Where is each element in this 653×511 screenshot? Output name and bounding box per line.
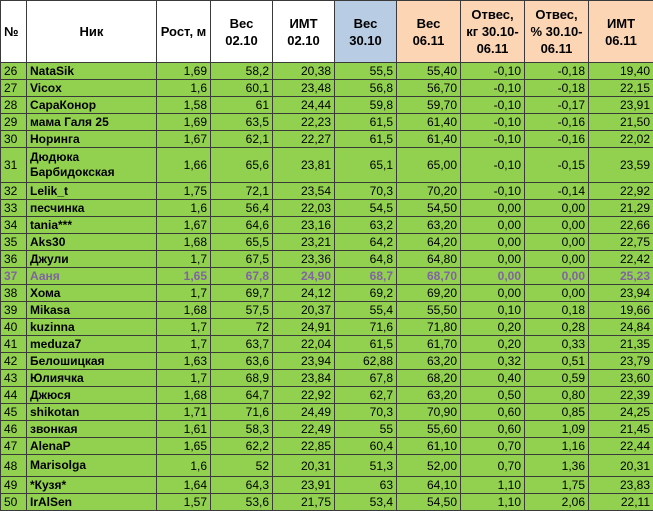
cell-weight-0210: 64,3 [211,477,273,494]
header-bmi-0611: ИМТ 06.11 [589,1,653,63]
cell-bmi-0210: 20,37 [273,302,335,319]
cell-loss-kg: -0,10 [461,114,525,131]
cell-weight-0210: 63,7 [211,336,273,353]
cell-bmi-0611: 22,02 [589,131,653,148]
cell-height: 1,6 [157,455,211,477]
cell-bmi-0611: 24,84 [589,319,653,336]
cell-bmi-0210: 24,49 [273,404,335,421]
cell-number: 31 [1,148,27,183]
cell-weight-0210: 72 [211,319,273,336]
cell-weight-0611: 70,90 [397,404,461,421]
cell-bmi-0210: 24,91 [273,319,335,336]
cell-weight-0611: 68,70 [397,268,461,285]
table-row [1,387,653,404]
cell-weight-0210: 61 [211,97,273,114]
cell-height: 1,65 [157,438,211,455]
cell-loss-kg: -0,10 [461,63,525,80]
cell-number: 41 [1,336,27,353]
cell-height: 1,6 [157,80,211,97]
cell-height: 1,7 [157,285,211,302]
cell-bmi-0210: 24,90 [273,268,335,285]
cell-weight-0611: 55,50 [397,302,461,319]
cell-number: 30 [1,131,27,148]
cell-weight-3010: 54,5 [335,200,397,217]
cell-height: 1,68 [157,302,211,319]
cell-bmi-0611: 21,50 [589,114,653,131]
cell-weight-3010: 70,3 [335,404,397,421]
header-loss-kg: Отвес, кг 30.10-06.11 [461,1,525,63]
cell-bmi-0210: 20,38 [273,63,335,80]
cell-weight-3010: 60,4 [335,438,397,455]
cell-bmi-0210: 22,85 [273,438,335,455]
cell-weight-0611: 52,00 [397,455,461,477]
cell-loss-kg: -0,10 [461,97,525,114]
cell-weight-0210: 62,2 [211,438,273,455]
cell-height: 1,63 [157,353,211,370]
cell-height: 1,68 [157,387,211,404]
cell-weight-3010: 55 [335,421,397,438]
cell-weight-3010: 63,2 [335,217,397,234]
cell-height: 1,69 [157,63,211,80]
table-row [1,63,653,80]
cell-loss-kg: 0,60 [461,404,525,421]
cell-bmi-0210: 24,12 [273,285,335,302]
cell-weight-0210: 62,1 [211,131,273,148]
header-row [1,1,653,63]
cell-nick: мама Галя 25 [27,114,157,131]
table-body [1,63,653,511]
cell-number: 47 [1,438,27,455]
cell-weight-0210: 65,5 [211,234,273,251]
cell-loss-kg: 0,20 [461,336,525,353]
cell-nick: NataSik [27,63,157,80]
header-weight-3010: Вес 30.10 [335,1,397,63]
cell-weight-0611: 55,40 [397,63,461,80]
cell-bmi-0210: 23,36 [273,251,335,268]
cell-bmi-0611: 21,35 [589,336,653,353]
cell-number: 35 [1,234,27,251]
cell-weight-0210: 69,7 [211,285,273,302]
cell-height: 1,7 [157,251,211,268]
header-number: № [1,1,27,63]
cell-weight-0611: 71,80 [397,319,461,336]
cell-loss-kg: -0,10 [461,131,525,148]
header-height: Рост, м [157,1,211,63]
cell-weight-3010: 59,8 [335,97,397,114]
cell-height: 1,61 [157,421,211,438]
cell-nick: Дюдюка Барбидокская [27,148,157,183]
cell-bmi-0611: 21,45 [589,421,653,438]
cell-loss-pct: -0,14 [525,183,589,200]
cell-weight-3010: 70,3 [335,183,397,200]
cell-loss-kg: 1,10 [461,494,525,511]
cell-bmi-0210: 23,54 [273,183,335,200]
cell-weight-0210: 53,6 [211,494,273,511]
cell-loss-pct: 1,09 [525,421,589,438]
table-row [1,80,653,97]
table-row [1,148,653,183]
cell-weight-0611: 70,20 [397,183,461,200]
cell-nick: Хома [27,285,157,302]
cell-weight-3010: 53,4 [335,494,397,511]
cell-weight-0210: 58,2 [211,63,273,80]
table-row [1,285,653,302]
cell-nick: Джюся [27,387,157,404]
table-row [1,200,653,217]
cell-weight-0611: 63,20 [397,353,461,370]
table-row [1,302,653,319]
cell-height: 1,68 [157,234,211,251]
cell-loss-kg: -0,10 [461,148,525,183]
cell-nick: Белошицкая [27,353,157,370]
cell-loss-pct: 1,16 [525,438,589,455]
cell-weight-3010: 67,8 [335,370,397,387]
cell-loss-pct: -0,15 [525,148,589,183]
cell-number: 50 [1,494,27,511]
cell-number: 32 [1,183,27,200]
header-bmi-0210: ИМТ 02.10 [273,1,335,63]
cell-bmi-0611: 25,23 [589,268,653,285]
cell-weight-3010: 62,88 [335,353,397,370]
cell-height: 1,67 [157,217,211,234]
cell-height: 1,7 [157,336,211,353]
cell-loss-kg: -0,10 [461,80,525,97]
cell-weight-3010: 55,5 [335,63,397,80]
cell-weight-0210: 57,5 [211,302,273,319]
cell-nick: Ааня [27,268,157,285]
cell-bmi-0611: 23,83 [589,477,653,494]
cell-bmi-0611: 22,75 [589,234,653,251]
cell-loss-kg: 0,00 [461,268,525,285]
cell-weight-0611: 63,20 [397,387,461,404]
cell-bmi-0210: 22,04 [273,336,335,353]
cell-nick: Lelik_t [27,183,157,200]
cell-height: 1,58 [157,97,211,114]
cell-weight-3010: 55,4 [335,302,397,319]
cell-loss-pct: -0,16 [525,114,589,131]
cell-loss-kg: 0,70 [461,455,525,477]
table-row [1,370,653,387]
cell-loss-pct: -0,16 [525,131,589,148]
cell-bmi-0611: 23,91 [589,97,653,114]
cell-nick: Юлиячка [27,370,157,387]
cell-bmi-0210: 20,31 [273,455,335,477]
cell-bmi-0611: 22,15 [589,80,653,97]
cell-weight-0611: 54,50 [397,200,461,217]
cell-weight-0210: 56,4 [211,200,273,217]
cell-height: 1,66 [157,148,211,183]
cell-loss-pct: 0,00 [525,268,589,285]
cell-loss-kg: -0,10 [461,183,525,200]
cell-nick: AlenaP [27,438,157,455]
cell-bmi-0611: 23,60 [589,370,653,387]
cell-nick: Aks30 [27,234,157,251]
cell-bmi-0611: 20,31 [589,455,653,477]
cell-weight-0611: 56,70 [397,80,461,97]
table-row [1,404,653,421]
cell-loss-pct: 0,00 [525,251,589,268]
table-row [1,97,653,114]
cell-nick: звонкая [27,421,157,438]
cell-number: 29 [1,114,27,131]
cell-bmi-0210: 23,91 [273,477,335,494]
cell-weight-0210: 67,8 [211,268,273,285]
cell-bmi-0611: 19,40 [589,63,653,80]
table-row [1,336,653,353]
cell-loss-kg: 0,00 [461,217,525,234]
cell-nick: IrAlSen [27,494,157,511]
cell-weight-0210: 67,5 [211,251,273,268]
cell-loss-kg: 0,32 [461,353,525,370]
cell-loss-kg: 0,50 [461,387,525,404]
cell-weight-3010: 61,5 [335,336,397,353]
cell-weight-0210: 65,6 [211,148,273,183]
table-row [1,438,653,455]
cell-loss-pct: 0,28 [525,319,589,336]
cell-bmi-0611: 24,25 [589,404,653,421]
cell-loss-pct: 1,75 [525,477,589,494]
cell-bmi-0210: 21,75 [273,494,335,511]
cell-weight-0611: 55,60 [397,421,461,438]
cell-bmi-0210: 23,84 [273,370,335,387]
table-row [1,251,653,268]
cell-weight-0611: 68,20 [397,370,461,387]
cell-number: 49 [1,477,27,494]
cell-nick: Marisolga [27,455,157,477]
cell-number: 45 [1,404,27,421]
cell-number: 42 [1,353,27,370]
cell-nick: Vicox [27,80,157,97]
cell-loss-pct: 2,06 [525,494,589,511]
cell-loss-kg: 0,60 [461,421,525,438]
cell-weight-0611: 61,40 [397,131,461,148]
cell-loss-pct: -0,17 [525,97,589,114]
cell-number: 37 [1,268,27,285]
cell-number: 48 [1,455,27,477]
cell-loss-kg: 0,00 [461,234,525,251]
cell-loss-pct: 1,36 [525,455,589,477]
cell-weight-3010: 64,8 [335,251,397,268]
cell-number: 27 [1,80,27,97]
cell-weight-0611: 64,10 [397,477,461,494]
cell-height: 1,6 [157,200,211,217]
cell-height: 1,7 [157,319,211,336]
cell-loss-kg: 0,00 [461,200,525,217]
cell-loss-kg: 0,00 [461,251,525,268]
cell-weight-0611: 61,10 [397,438,461,455]
table-row [1,131,653,148]
cell-weight-0210: 64,7 [211,387,273,404]
cell-weight-0210: 72,1 [211,183,273,200]
cell-loss-kg: 0,70 [461,438,525,455]
table-row [1,268,653,285]
cell-weight-0611: 63,20 [397,217,461,234]
cell-number: 43 [1,370,27,387]
cell-loss-pct: 0,00 [525,217,589,234]
cell-loss-pct: 0,85 [525,404,589,421]
cell-weight-3010: 64,2 [335,234,397,251]
cell-bmi-0611: 21,29 [589,200,653,217]
cell-loss-pct: 0,00 [525,285,589,302]
cell-loss-pct: 0,00 [525,200,589,217]
cell-loss-pct: -0,18 [525,63,589,80]
cell-number: 40 [1,319,27,336]
cell-weight-0210: 60,1 [211,80,273,97]
cell-nick: Джули [27,251,157,268]
cell-nick: kuzinna [27,319,157,336]
table-row [1,114,653,131]
cell-height: 1,75 [157,183,211,200]
cell-weight-0611: 64,80 [397,251,461,268]
cell-bmi-0611: 23,79 [589,353,653,370]
table-row [1,183,653,200]
cell-bmi-0611: 22,11 [589,494,653,511]
header-weight-0210: Вес 02.10 [211,1,273,63]
cell-number: 28 [1,97,27,114]
cell-bmi-0210: 22,23 [273,114,335,131]
cell-bmi-0210: 23,48 [273,80,335,97]
cell-loss-pct: -0,18 [525,80,589,97]
cell-nick: песчинка [27,200,157,217]
cell-loss-kg: 0,00 [461,285,525,302]
cell-weight-3010: 63 [335,477,397,494]
cell-loss-kg: 0,20 [461,319,525,336]
cell-loss-kg: 1,10 [461,477,525,494]
cell-weight-3010: 68,7 [335,268,397,285]
cell-bmi-0210: 22,92 [273,387,335,404]
cell-bmi-0611: 19,66 [589,302,653,319]
cell-weight-3010: 71,6 [335,319,397,336]
cell-weight-0611: 61,70 [397,336,461,353]
cell-loss-kg: 0,40 [461,370,525,387]
cell-bmi-0611: 23,59 [589,148,653,183]
header-nick: Ник [27,1,157,63]
cell-weight-3010: 62,7 [335,387,397,404]
table-row [1,455,653,477]
header-loss-pct: Отвес, % 30.10-06.11 [525,1,589,63]
cell-number: 26 [1,63,27,80]
cell-bmi-0210: 23,21 [273,234,335,251]
cell-bmi-0210: 23,94 [273,353,335,370]
cell-weight-0210: 52 [211,455,273,477]
cell-loss-pct: 0,18 [525,302,589,319]
cell-height: 1,64 [157,477,211,494]
table-row [1,421,653,438]
table-row [1,353,653,370]
cell-weight-3010: 56,8 [335,80,397,97]
cell-weight-3010: 69,2 [335,285,397,302]
cell-bmi-0210: 22,27 [273,131,335,148]
cell-height: 1,65 [157,268,211,285]
cell-weight-0611: 65,00 [397,148,461,183]
cell-nick: shikotan [27,404,157,421]
cell-nick: СараКонор [27,97,157,114]
cell-number: 39 [1,302,27,319]
cell-bmi-0611: 22,39 [589,387,653,404]
cell-bmi-0611: 22,92 [589,183,653,200]
cell-weight-0210: 63,6 [211,353,273,370]
cell-bmi-0210: 24,44 [273,97,335,114]
cell-bmi-0611: 22,44 [589,438,653,455]
cell-weight-0611: 61,40 [397,114,461,131]
cell-nick: meduza7 [27,336,157,353]
table-row [1,234,653,251]
cell-loss-kg: 0,10 [461,302,525,319]
cell-bmi-0210: 23,16 [273,217,335,234]
cell-weight-3010: 61,5 [335,114,397,131]
cell-weight-0611: 54,50 [397,494,461,511]
cell-height: 1,71 [157,404,211,421]
cell-loss-pct: 0,80 [525,387,589,404]
cell-bmi-0210: 23,81 [273,148,335,183]
table-row [1,217,653,234]
cell-loss-pct: 0,51 [525,353,589,370]
cell-weight-0210: 68,9 [211,370,273,387]
table-row [1,319,653,336]
cell-weight-0611: 69,20 [397,285,461,302]
cell-weight-3010: 65,1 [335,148,397,183]
cell-height: 1,7 [157,370,211,387]
cell-nick: Норинга [27,131,157,148]
header-weight-0611: Вес 06.11 [397,1,461,63]
cell-nick: tania*** [27,217,157,234]
cell-number: 46 [1,421,27,438]
cell-weight-3010: 51,3 [335,455,397,477]
table-row [1,494,653,511]
cell-number: 36 [1,251,27,268]
cell-weight-0210: 58,3 [211,421,273,438]
cell-weight-0210: 63,5 [211,114,273,131]
cell-weight-0611: 64,20 [397,234,461,251]
cell-height: 1,67 [157,131,211,148]
cell-bmi-0611: 23,94 [589,285,653,302]
cell-weight-0210: 71,6 [211,404,273,421]
cell-weight-3010: 61,5 [335,131,397,148]
table-row [1,477,653,494]
cell-weight-0611: 59,70 [397,97,461,114]
cell-number: 33 [1,200,27,217]
cell-loss-pct: 0,59 [525,370,589,387]
cell-height: 1,69 [157,114,211,131]
cell-bmi-0611: 22,42 [589,251,653,268]
cell-bmi-0210: 22,49 [273,421,335,438]
cell-bmi-0210: 22,03 [273,200,335,217]
cell-nick: Mikasa [27,302,157,319]
cell-number: 44 [1,387,27,404]
cell-weight-0210: 64,6 [211,217,273,234]
cell-loss-pct: 0,00 [525,234,589,251]
cell-loss-pct: 0,33 [525,336,589,353]
cell-nick: *Кузя* [27,477,157,494]
cell-bmi-0611: 22,66 [589,217,653,234]
cell-height: 1,57 [157,494,211,511]
cell-number: 38 [1,285,27,302]
cell-number: 34 [1,217,27,234]
